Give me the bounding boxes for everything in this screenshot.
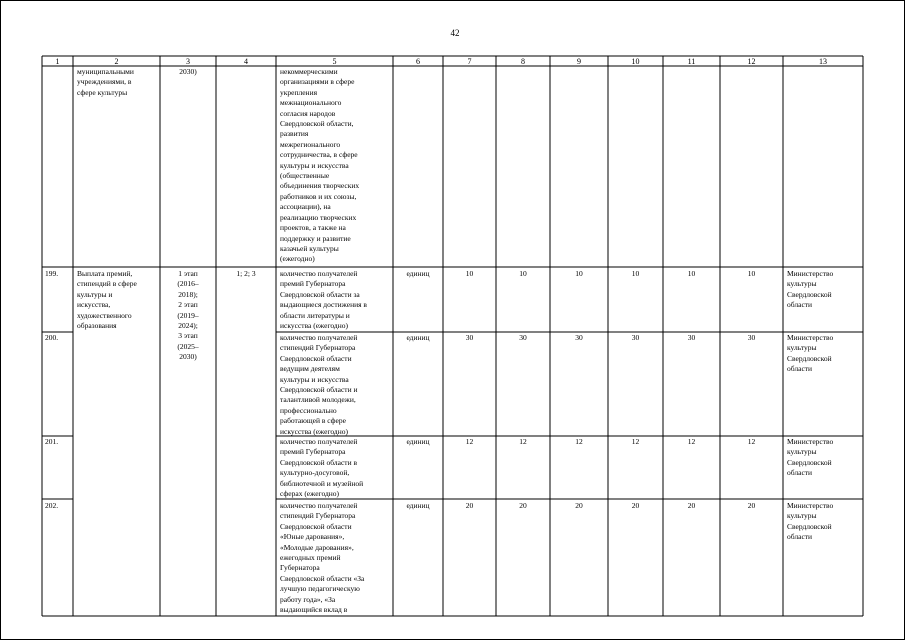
row-200-number: 200. [45, 333, 59, 342]
row-199-value: 10 [631, 269, 640, 278]
row-199-value: 10 [465, 269, 474, 278]
row-200-indicator: количество получателей стипендий Губернатора Свердловской области ведущим деятелям культуры и искусства Свердловской области и талантливой молодежи, профессионально работающей в сфере искусства (ежегодно) [280, 333, 358, 436]
row-202-responsible: Министерство культуры Свердловской области [787, 501, 834, 542]
col-header-9: 9 [577, 57, 581, 66]
col-header-11: 11 [687, 57, 696, 66]
group-period-cell: 1 этап (2016– 2018); 2 этап (2019– 2024); 3 этап (2025– 2030) [177, 269, 199, 362]
col-header-4: 4 [244, 57, 248, 66]
col-header-12: 12 [747, 57, 756, 66]
row-200-responsible: Министерство культуры Свердловской области [787, 333, 834, 374]
row-202-indicator: количество получателей стипендий Губернатора Свердловской области «Юные дарования», «Молодые дарования», ежегодных премий Губернатора Свердловской области «За лучшую педагогическую работу года», «За выдающийся вклад в [280, 501, 365, 615]
row-200-value: 30 [747, 333, 756, 342]
row-201-indicator: количество получателей премий Губернатора Свердловской области в культурно-досуговой, библиотечной и музейной сферах (ежегодно) [280, 437, 364, 499]
row-201-value: 12 [575, 437, 583, 446]
group-task-cell: Выплата премий, стипендий в сфере культуры и искусства, художественного образования [77, 269, 137, 331]
row-201-unit: единиц [406, 437, 430, 446]
row-202-value: 20 [687, 501, 696, 510]
col-header-2: 2 [114, 57, 119, 66]
row-201-responsible: Министерство культуры Свердловской области [787, 437, 834, 478]
col-header-8: 8 [521, 57, 525, 66]
row-199-value: 10 [747, 269, 756, 278]
row-199-value: 10 [575, 269, 583, 278]
col-header-1: 1 [55, 57, 60, 66]
row-201-value: 12 [747, 437, 756, 446]
row-199-value: 10 [519, 269, 527, 278]
row-202-value: 20 [747, 501, 756, 510]
row-202-number: 202. [45, 501, 59, 510]
row-199-responsible: Министерство культуры Свердловской области [787, 269, 834, 310]
col-header-13: 13 [819, 57, 827, 66]
row-201-value: 12 [519, 437, 527, 446]
row-199-number: 199. [45, 269, 59, 278]
row-202-value: 20 [575, 501, 583, 510]
col-header-10: 10 [631, 57, 640, 66]
row-200-value: 30 [575, 333, 583, 342]
row-201-value: 12 [631, 437, 640, 446]
row-200-unit: единиц [406, 333, 430, 342]
col-header-3: 3 [186, 57, 190, 66]
col-header-5: 5 [332, 57, 337, 66]
cont-period-cell: 2030) [179, 67, 197, 76]
row-200-value: 30 [687, 333, 696, 342]
row-201-number: 201. [45, 437, 59, 446]
row-199-unit: единиц [406, 269, 430, 278]
row-201-value: 12 [687, 437, 696, 446]
cont-task-cell: муниципальными учреждениями, в сфере культуры [77, 67, 134, 97]
row-199-value: 10 [687, 269, 696, 278]
col-header-6: 6 [416, 57, 420, 66]
row-202-unit: единиц [406, 501, 430, 510]
cont-indicator-cell: некоммерческими организациями в сфере укрепления межнационального согласия народов Свердловской области, развития межрегионального сотрудничества, в сфере культуры и искусства (общественные объединения творческих работников и их союзы, ассоциации), на реализацию творческих проектов, а также на поддержку и развитие казачьей культуры (ежегодно) [280, 67, 360, 264]
page-number: 42 [450, 28, 460, 38]
row-199-indicator: количество получателей премий Губернатора Свердловской области за выдающиеся достижения в области литературы и искусства (ежегодно) [280, 269, 367, 331]
row-202-value: 20 [631, 501, 640, 510]
row-202-value: 20 [465, 501, 474, 510]
row-201-value: 12 [465, 437, 474, 446]
col-header-7: 7 [467, 57, 472, 66]
row-200-value: 30 [631, 333, 640, 342]
row-200-value: 30 [465, 333, 474, 342]
row-200-value: 30 [519, 333, 527, 342]
group-goals-cell: 1; 2; 3 [236, 269, 256, 278]
row-202-value: 20 [519, 501, 527, 510]
